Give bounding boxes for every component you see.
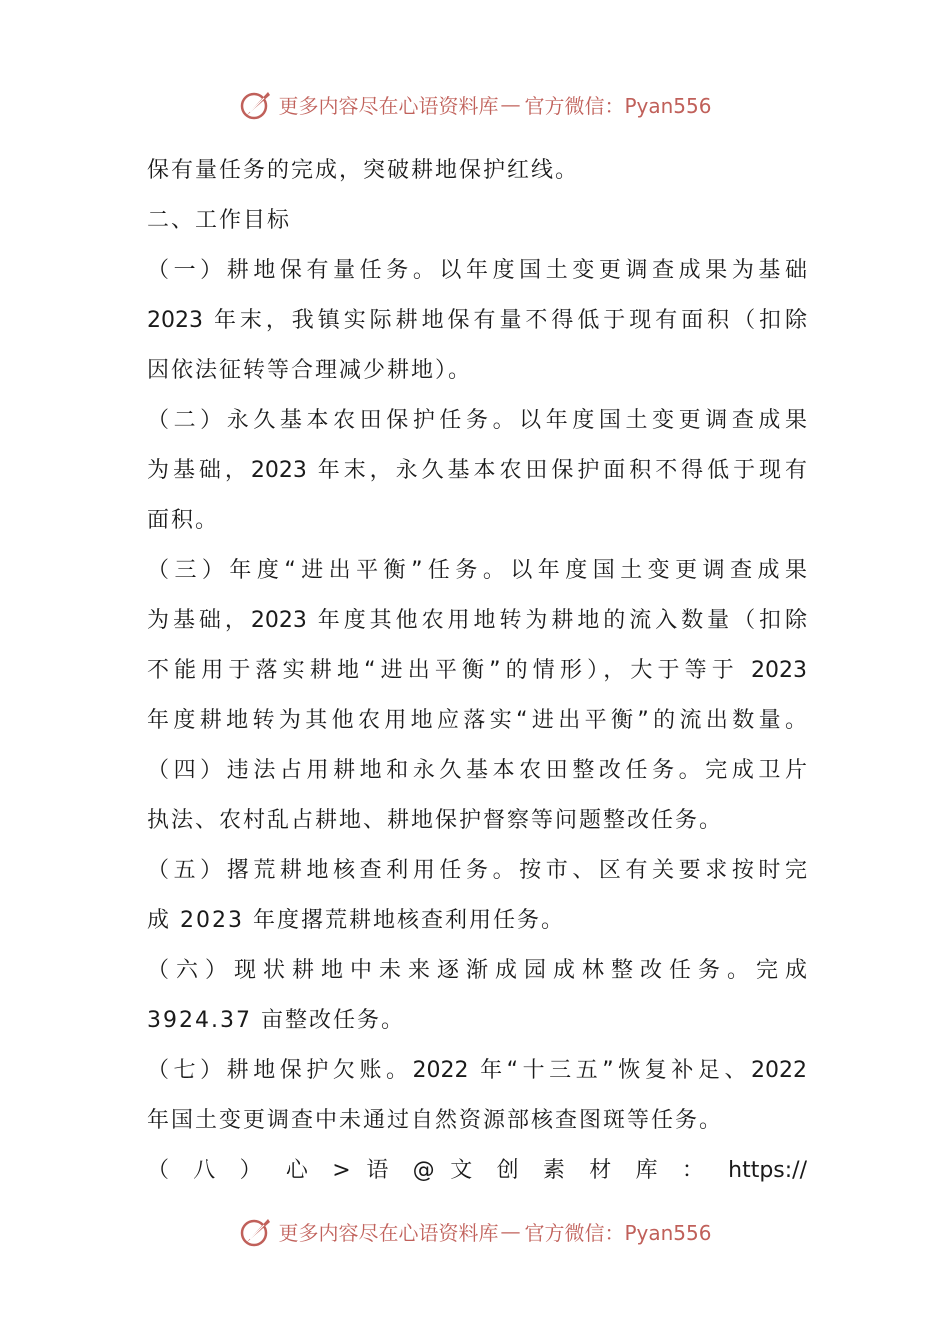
body-line: （四）违法占用耕地和永久基本农田整改任务。完成卫片: [147, 758, 807, 783]
body-line: 3924.37 亩整改任务。: [147, 1008, 405, 1033]
quill-logo-icon: [238, 86, 274, 122]
body-line: 成 2023 年度撂荒耕地核查利用任务。: [147, 908, 565, 933]
footer-brand-text: 更多内容尽在心语资料库: [278, 1220, 499, 1245]
section-heading: 二、工作目标: [147, 208, 292, 233]
body-line: 面积。: [147, 508, 220, 533]
quill-logo-icon: [238, 1213, 274, 1249]
header-dash: —: [500, 92, 521, 116]
footer-wechat-text: 官方微信：Pyan556: [524, 1220, 712, 1245]
body-line: （五）撂荒耕地核查利用任务。按市、区有关要求按时完: [147, 858, 807, 883]
body-line: 2023 年末，我镇实际耕地保有量不得低于现有面积（扣除: [147, 308, 807, 333]
header-banner: [0, 84, 950, 124]
header-wechat-text: 官方微信：Pyan556: [524, 93, 712, 118]
document-body: [147, 146, 807, 1196]
footer-dash: —: [500, 1219, 521, 1243]
body-line: 为基础，2023 年度其他农用地转为耕地的流入数量（扣除: [147, 608, 807, 633]
body-line: 年国土变更调查中未通过自然资源部核查图斑等任务。: [147, 1108, 724, 1133]
body-line: （六）现状耕地中未来逐渐成园成林整改任务。完成: [147, 958, 807, 983]
body-line: 保有量任务的完成，突破耕地保护红线。: [147, 158, 580, 183]
body-line: 因依法征转等合理减少耕地）。: [147, 358, 473, 383]
body-line: （ 八 ） 心 > 语 @ 文 创 素 材 库 ： https://: [147, 1158, 807, 1183]
header-brand-text: 更多内容尽在心语资料库: [278, 93, 499, 118]
footer-banner: [0, 1211, 950, 1251]
body-line: （三）年度“进出平衡”任务。以年度国土变更调查成果: [147, 558, 807, 583]
body-line: （一）耕地保有量任务。以年度国土变更调查成果为基础: [147, 258, 807, 283]
body-line: （七）耕地保护欠账。2022 年“十三五”恢复补足、2022: [147, 1058, 807, 1083]
body-line: 年度耕地转为其他农用地应落实“进出平衡”的流出数量。: [147, 708, 807, 733]
body-line: 为基础，2023 年末，永久基本农田保护面积不得低于现有: [147, 458, 807, 483]
body-line: 不能用于落实耕地“进出平衡”的情形），大于等于 2023: [147, 658, 807, 683]
body-line: （二）永久基本农田保护任务。以年度国土变更调查成果: [147, 408, 807, 433]
body-line: 执法、农村乱占耕地、耕地保护督察等问题整改任务。: [147, 808, 724, 833]
